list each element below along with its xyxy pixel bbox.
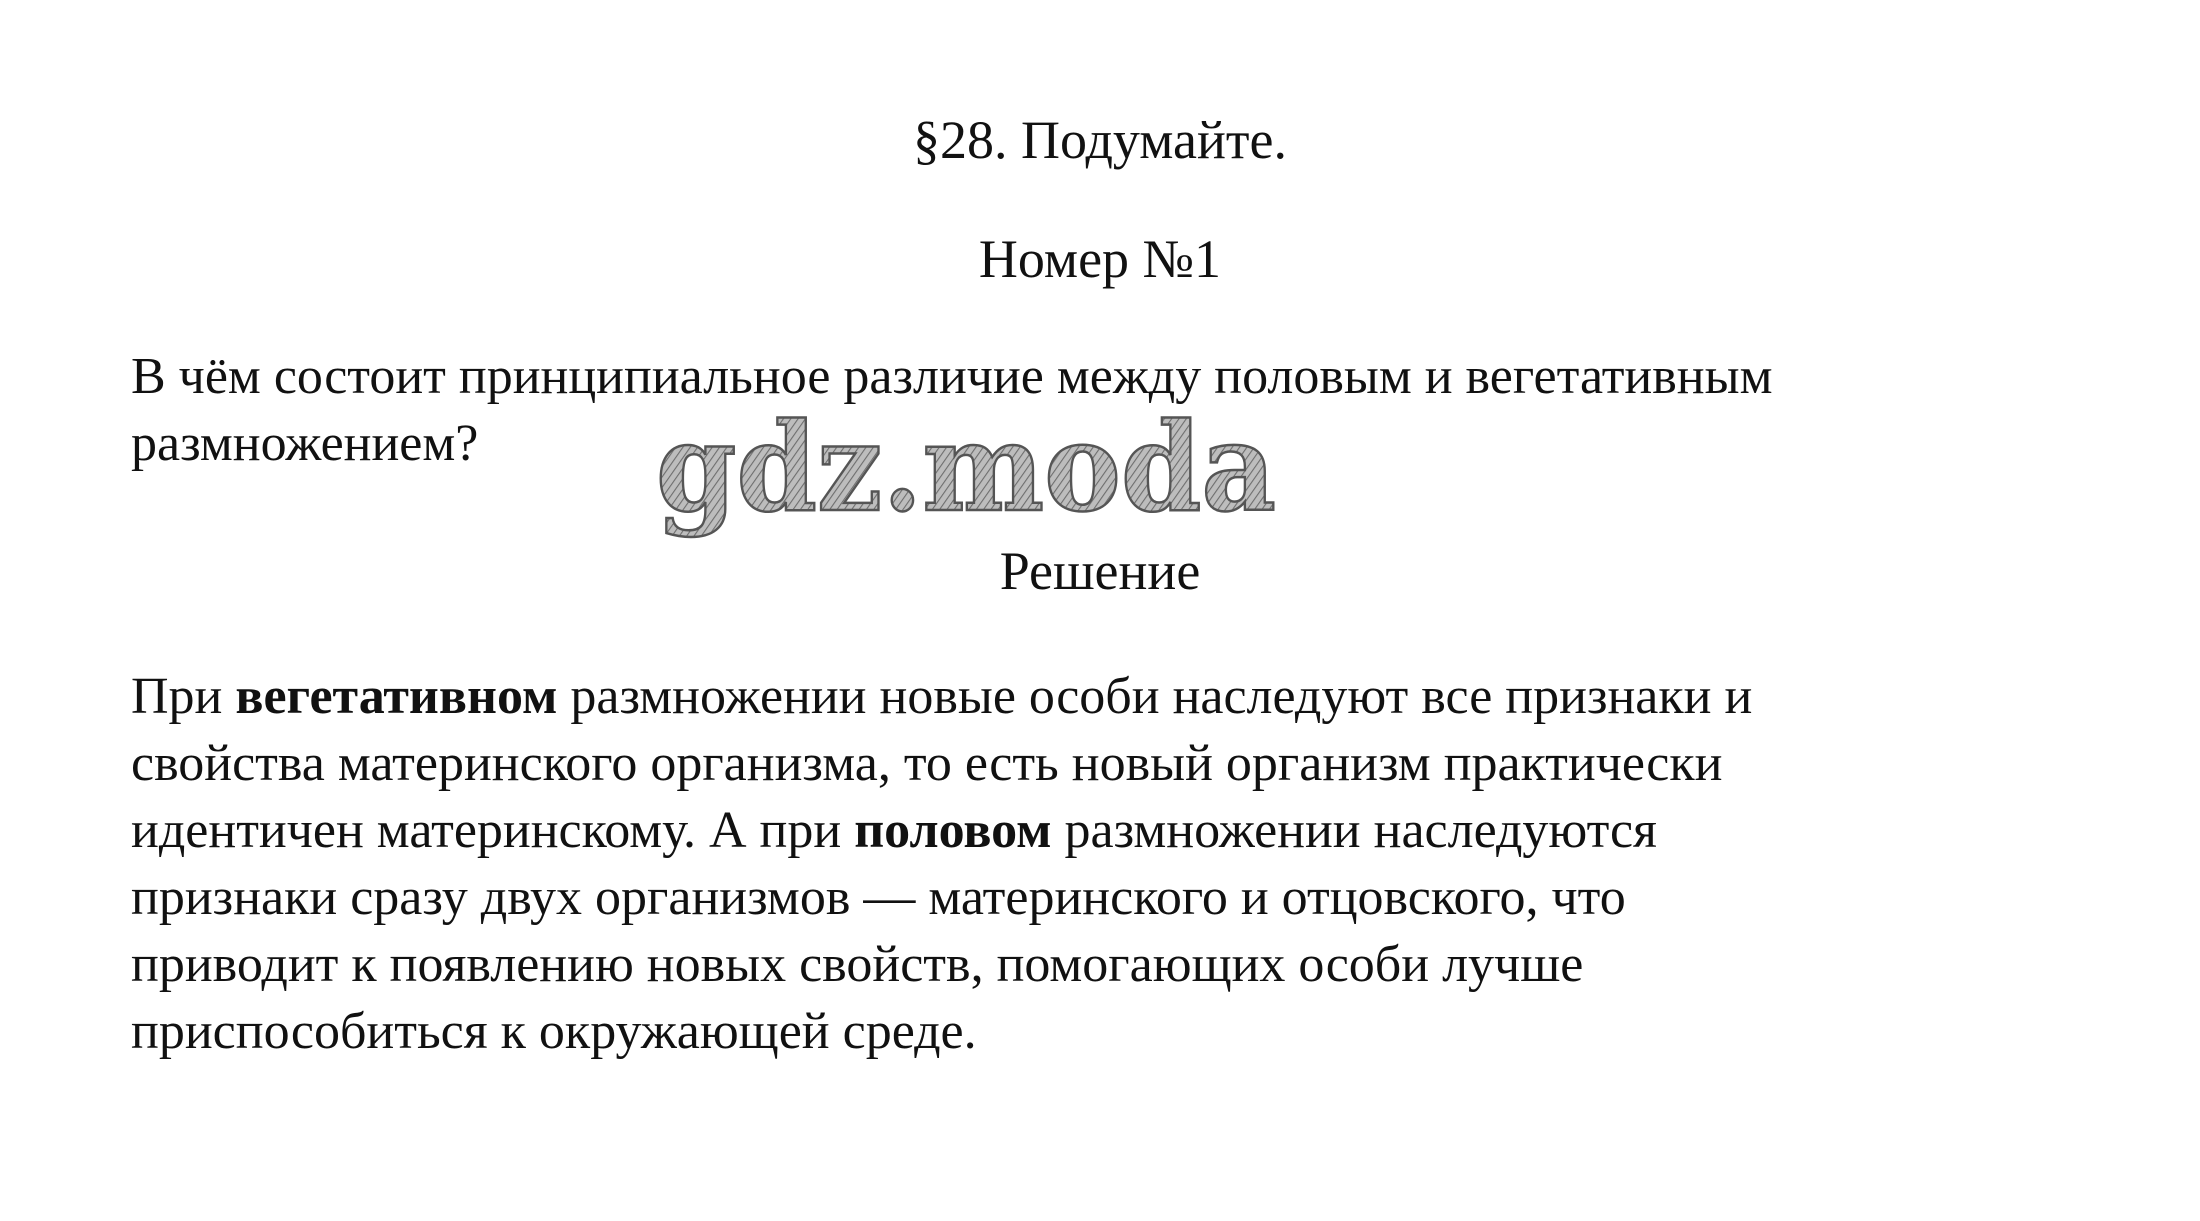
- watermark-text: gdz.moda: [656, 402, 1276, 539]
- answer-line: При вегетативном размножении новые особи наследуют все признаки и: [131, 668, 1753, 725]
- answer-text: [131, 663, 2091, 1065]
- bold-term-vegetative: вегетативном: [235, 668, 558, 725]
- task-number: Номер №1: [978, 229, 1222, 289]
- watermark-svg: [648, 402, 1288, 552]
- answer-line: свойства материнского организма, то есть новый организм практически: [131, 735, 1723, 792]
- answer-line: приспособиться к окружающей среде.: [131, 1003, 977, 1060]
- section-title: §28. Подумайте.: [913, 110, 1287, 170]
- question-line: размножением?: [131, 415, 479, 472]
- answer-line: идентичен материнскому. А при половом размножении наследуются: [131, 802, 1657, 859]
- answer-line: приводит к появлению новых свойств, помогающих особи лучше: [131, 936, 1584, 993]
- answer-line: признаки сразу двух организмов — материнского и отцовского, что: [131, 869, 1626, 926]
- solution-label: Решение: [999, 541, 1201, 601]
- question-line: В чём состоит принципиальное различие между половым и вегетативным: [131, 348, 1773, 405]
- watermark-logo: [648, 402, 1288, 552]
- bold-term-sexual: половом: [854, 802, 1052, 859]
